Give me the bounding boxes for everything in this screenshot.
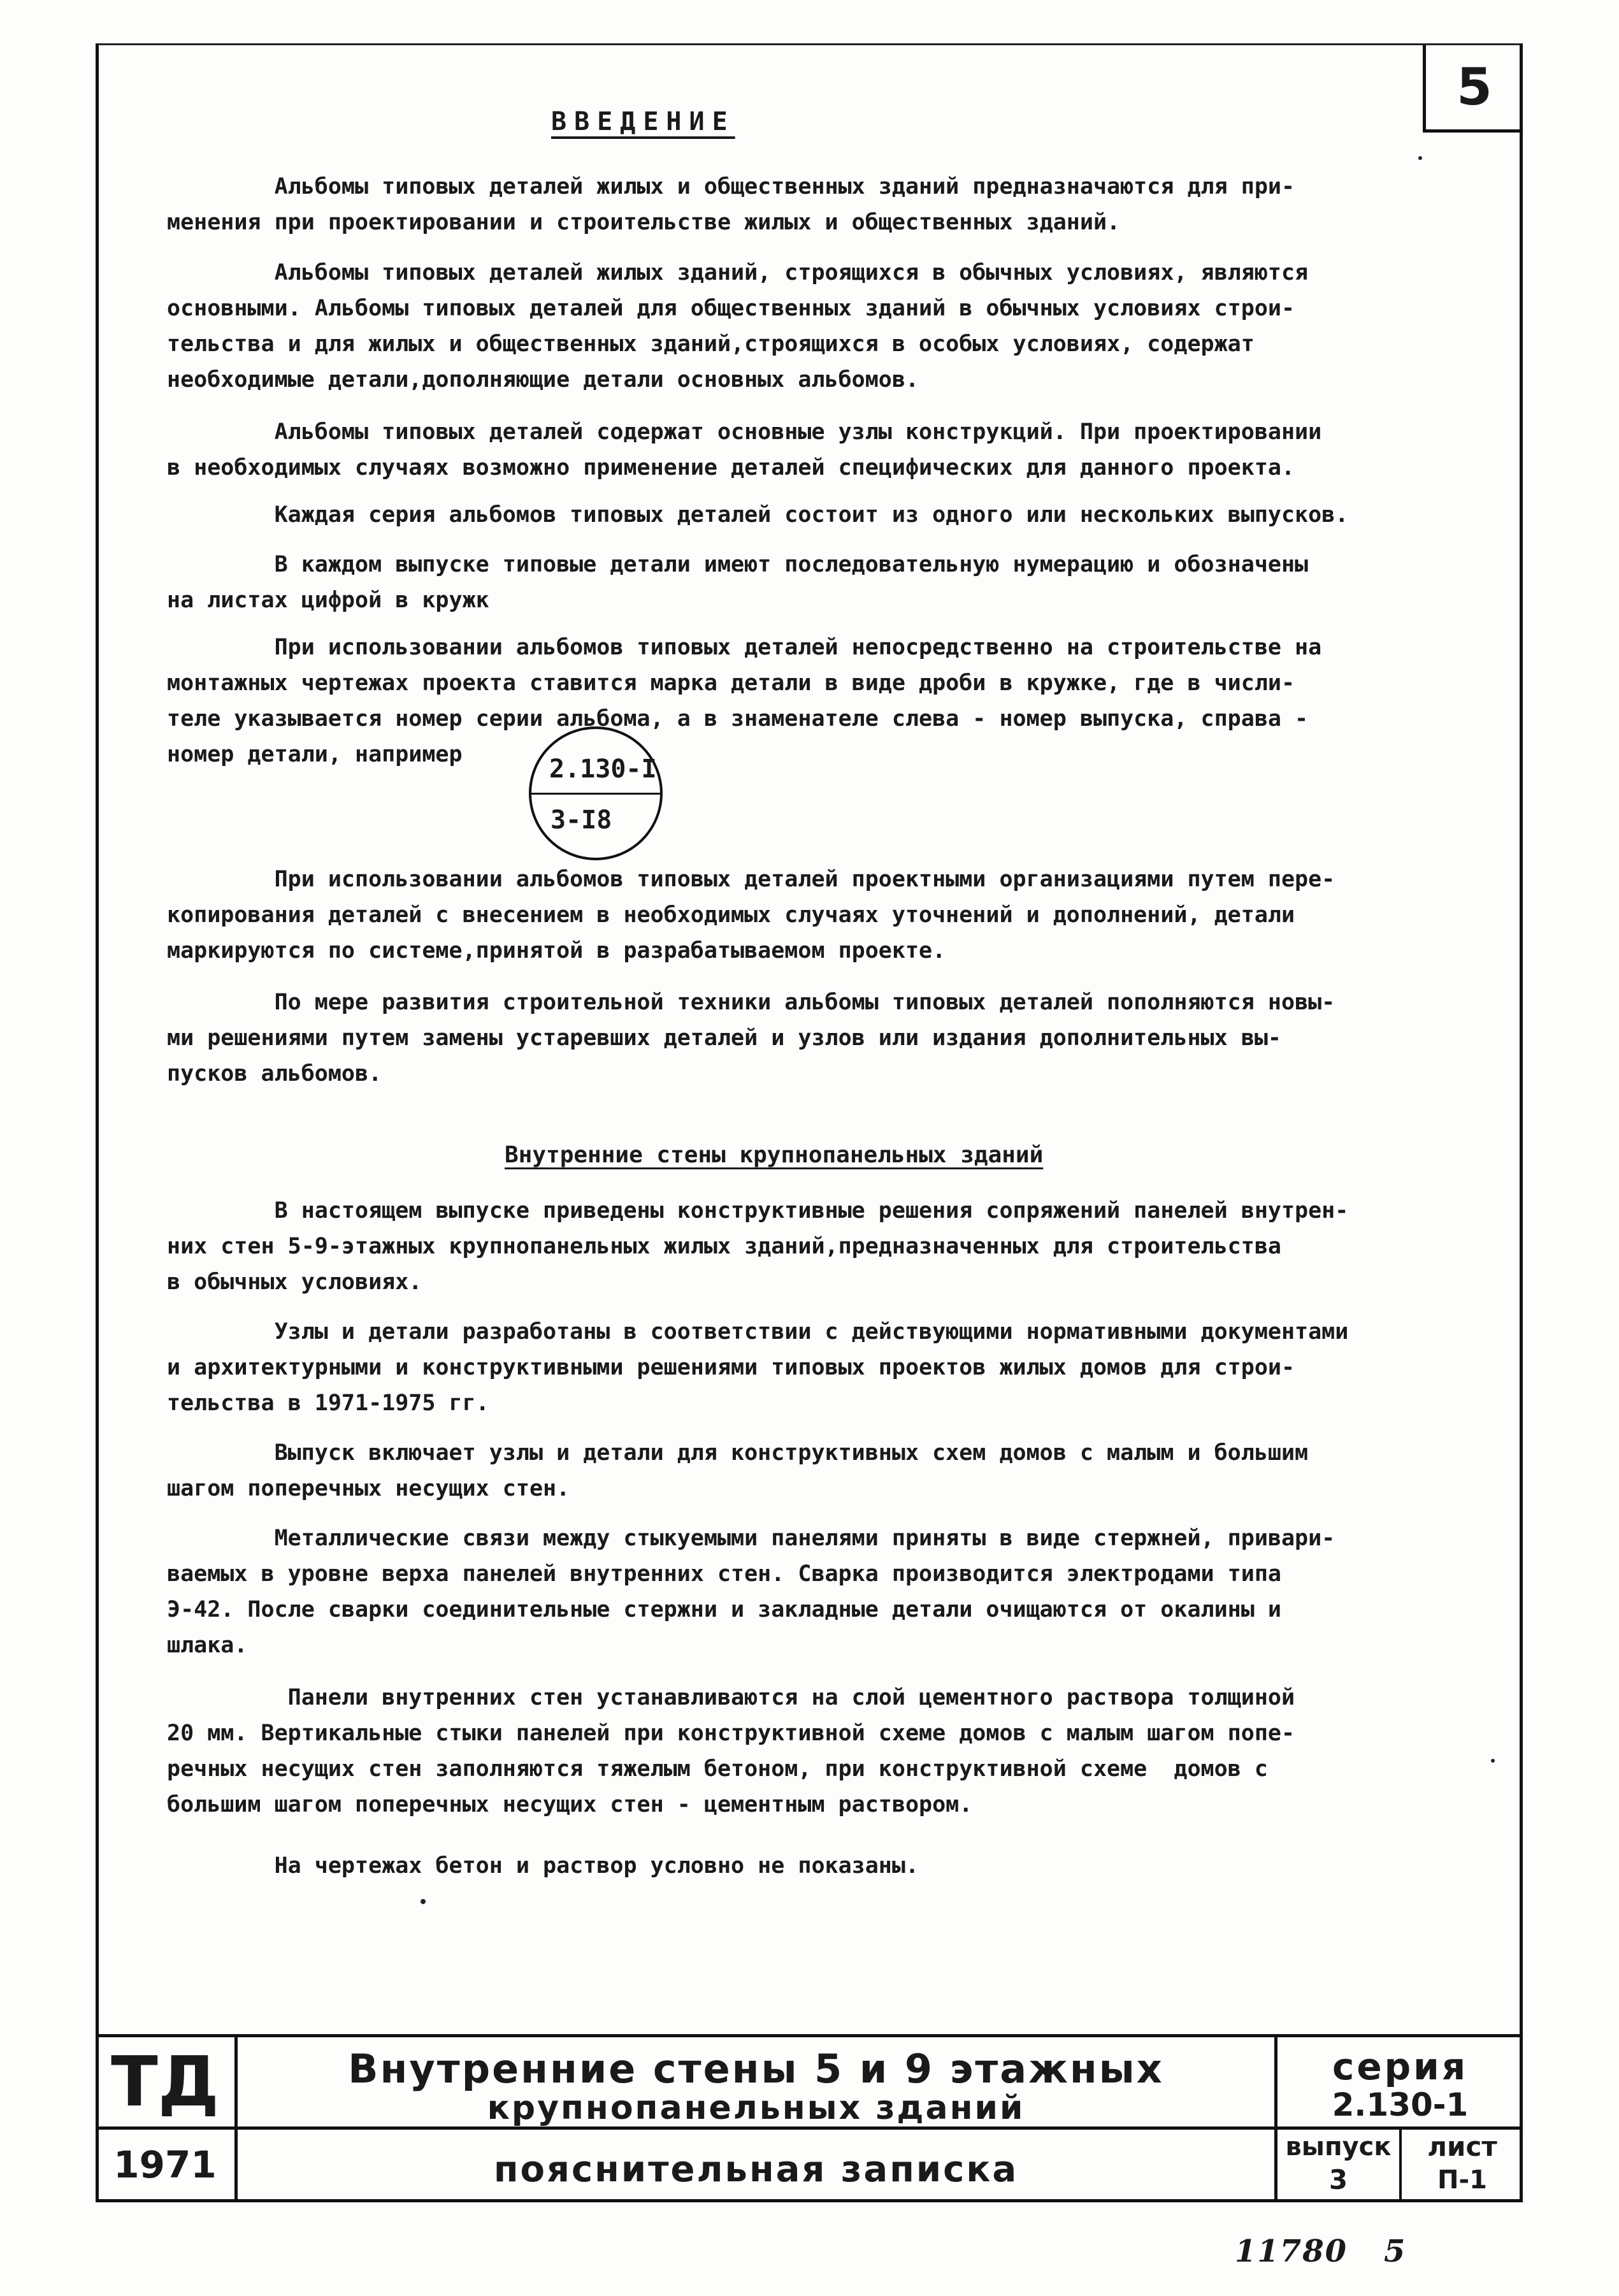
scan-speck [421, 1899, 426, 1904]
paragraph-2: Альбомы типовых деталей жилых зданий, строящихся в обычных условиях, являются основными. Альбомы типовых деталей для общественных зданий в обычных условиях строи- тельства и для жилых и общественных зданий,строящихся в особых условиях, содержат необходимые детали,дополняющие детали основных альбомов. [167, 260, 1309, 393]
sheet-label: лист [1427, 2131, 1497, 2162]
section-heading: Внутренние стены крупнопанельных зданий [505, 1142, 1044, 1168]
paragraph-4: Каждая серия альбомов типовых деталей состоит из одного или нескольких выпусков. [167, 502, 1349, 528]
issue-value: 3 [1328, 2164, 1348, 2195]
drawing-subtitle: пояснительная записка [493, 2149, 1019, 2190]
paragraph-7: При использовании альбомов типовых деталей проектными организациями путем пере- копирования деталей с внесением в необходимых случаях уточнений и дополнений, детали маркируются по системе,принятой в разрабатываемом проекте. [167, 867, 1335, 964]
page-number: 5 [1423, 45, 1523, 133]
year: 1971 [113, 2143, 217, 2186]
fraction-line [531, 793, 660, 795]
paragraph-9: В настоящем выпуске приведены конструктивные решения сопряжений панелей внутрен- них стен 5-9-этажных крупнопанельных жилых зданий,предназначенных для строительства в обычных условиях. [167, 1198, 1349, 1295]
marking-numerator: 2.130-I [549, 755, 657, 784]
scan-speck [1491, 1759, 1495, 1763]
paragraph-14: На чертежах бетон и раствор условно не показаны. [167, 1853, 919, 1879]
paragraph-3: Альбомы типовых деталей содержат основные узлы конструкций. При проектировании в необходимых случаях возможно применение деталей специфических для данного проекта. [167, 419, 1322, 480]
archive-stamp-code: 11780 [1235, 2234, 1348, 2269]
marking-denominator: 3-I8 [550, 805, 612, 835]
series-value: 2.130-1 [1332, 2086, 1469, 2123]
drawing-title-line-1: Внутренние стены 5 и 9 этажных [348, 2046, 1164, 2092]
paragraph-1: Альбомы типовых деталей жилых и общественных зданий предназначаются для при- менения при проектировании и строительстве жилых и общественных зданий. [167, 174, 1295, 235]
document-title: ВВЕДЕНИЕ [551, 107, 735, 136]
issue-label: выпуск [1285, 2132, 1392, 2162]
paragraph-5: В каждом выпуске типовые детали имеют последовательную нумерацию и обозначены на листах цифрой в кружк [167, 552, 1309, 613]
series-label: серия [1332, 2045, 1469, 2088]
paragraph-10: Узлы и детали разработаны в соответствии с действующими нормативными документами и архитектурными и конструктивными решениями типовых проектов жилых домов для строи- тельства в 1971-1975 гг. [167, 1319, 1349, 1416]
marking-circle [529, 726, 663, 860]
scan-speck [1418, 156, 1422, 160]
title-block [96, 2034, 1523, 2202]
paragraph-12: Металлические связи между стыкуемыми панелями приняты в виде стержней, привари- ваемых в уровне верха панелей внутренних стен. Сварка производится электродами типа Э-42. После сварки соединительные стержни и закладные детали очищаются от окалины и шлака. [167, 1526, 1335, 1658]
paragraph-11: Выпуск включает узлы и детали для конструктивных схем домов с малым и большим шагом поперечных несущих стен. [167, 1440, 1309, 1501]
paragraph-8: По мере развития строительной техники альбомы типовых деталей пополняются новы- ми решениями путем замены устаревших деталей и узлов или издания дополнительных вы- пусков альбомов. [167, 990, 1335, 1087]
paragraph-6: При использовании альбомов типовых деталей непосредственно на строительстве на монтажных чертежах проекта ставится марка детали в виде дроби в кружке, где в числи- теле указывается номер серии альбома, а в знаменателе слева - номер выпуска, справа - номер детали, например [167, 635, 1322, 767]
paragraph-13: Панели внутренних стен устанавливаются на слой цементного раствора толщиной 20 мм. Вертикальные стыки панелей при конструктивной схеме домов с малым шагом попе- речных несущих стен заполняются тяжелым бетоном, при конструктивной схеме домов с большим шагом поперечных несущих стен - цементным раствором. [167, 1685, 1295, 1817]
sheet-value: П-1 [1437, 2165, 1487, 2195]
organization-code: ТД [111, 2042, 219, 2122]
archive-stamp-number: 5 [1384, 2234, 1406, 2269]
drawing-title-line-2: крупнопанельных зданий [487, 2089, 1025, 2127]
